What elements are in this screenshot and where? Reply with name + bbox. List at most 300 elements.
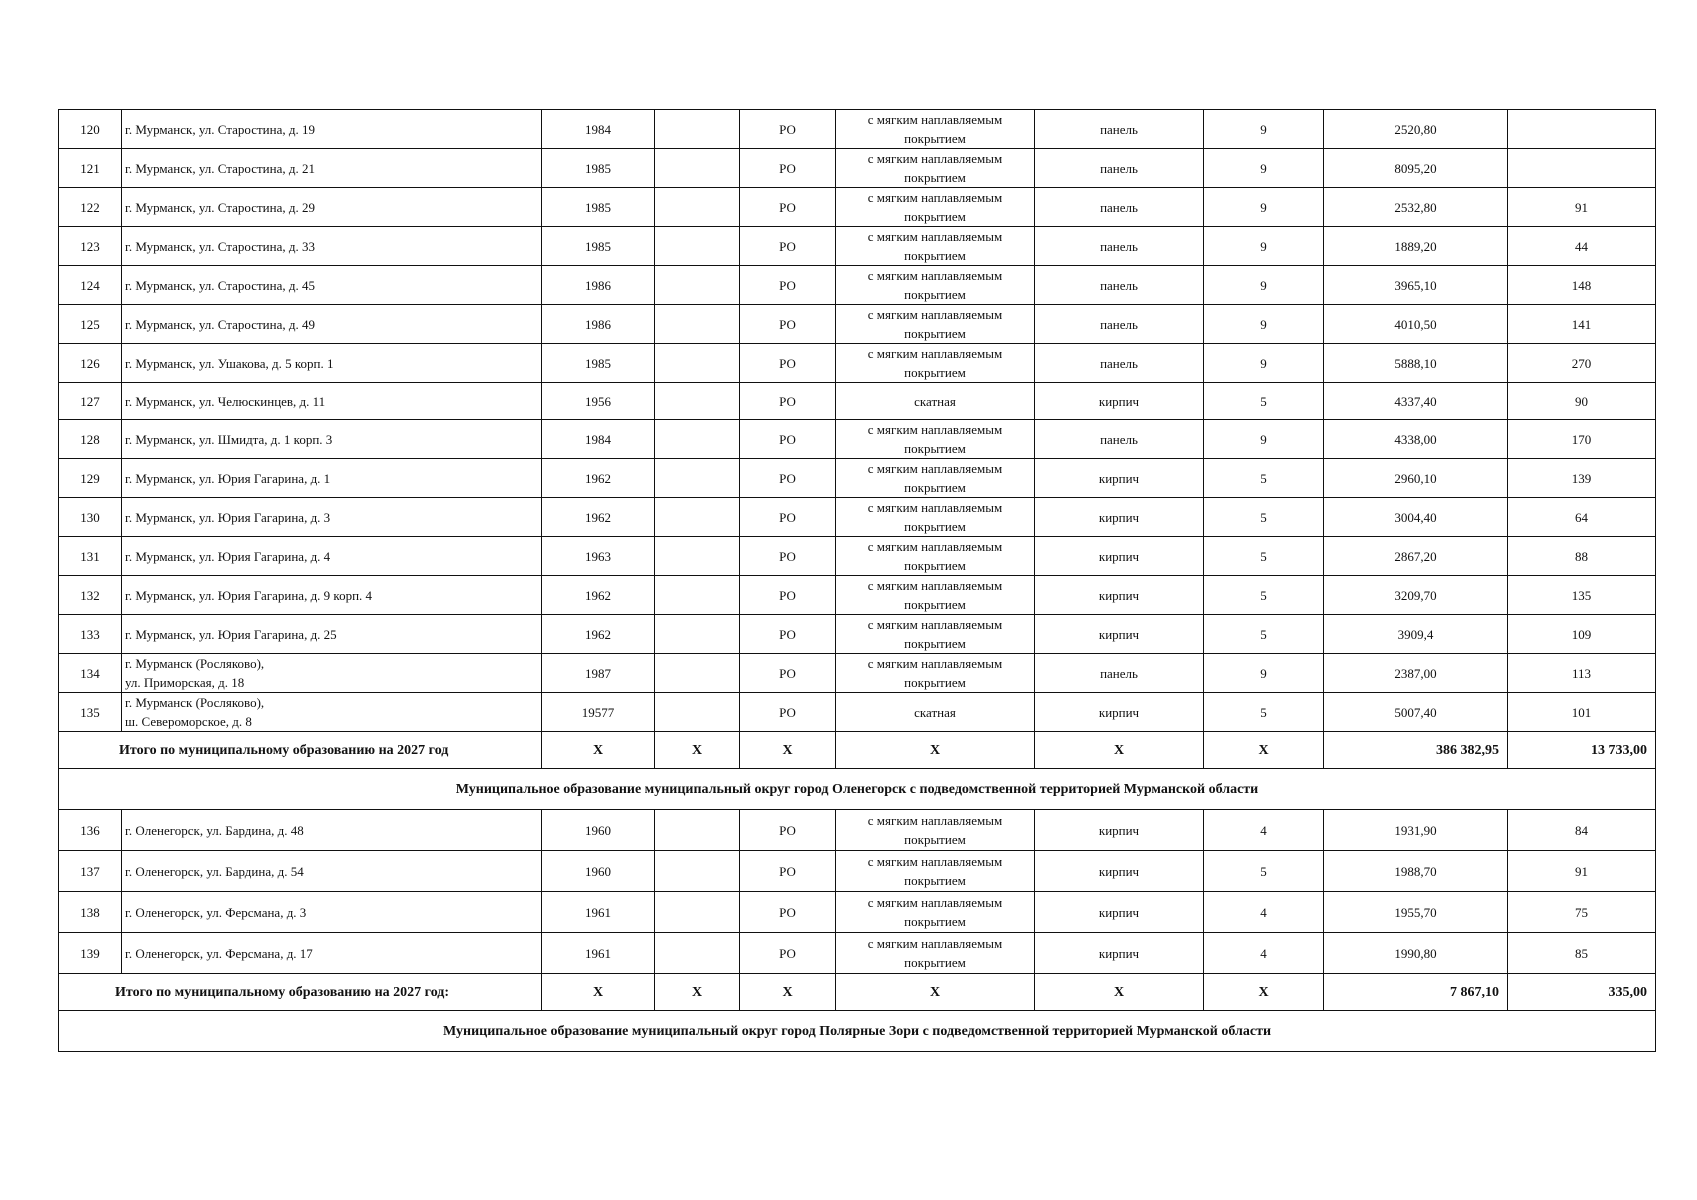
method-cell: РО <box>740 266 836 305</box>
roof-cell <box>836 892 1035 933</box>
total-area: 7 867,10 <box>1324 974 1508 1011</box>
row-number: 133 <box>59 615 122 654</box>
method-cell: РО <box>740 188 836 227</box>
roof-cell <box>836 498 1035 537</box>
wall-cell: кирпич <box>1035 851 1204 892</box>
table-row <box>59 266 1656 305</box>
roof-cell-line: скатная <box>914 704 956 720</box>
wall-cell: панель <box>1035 344 1204 383</box>
people-cell: 85 <box>1508 933 1656 974</box>
roof-cell-line: покрытием <box>904 519 966 534</box>
roof-cell-line: с мягким наплавляемым <box>867 895 1003 910</box>
people-cell: 75 <box>1508 892 1656 933</box>
method-cell: РО <box>740 615 836 654</box>
roof-cell-line: покрытием <box>904 636 966 651</box>
table-row <box>59 149 1656 188</box>
floors-cell: 4 <box>1204 810 1324 851</box>
area-cell: 2520,80 <box>1324 110 1508 149</box>
area-cell: 5007,40 <box>1324 693 1508 732</box>
roof-cell-line: покрытием <box>904 558 966 573</box>
address-cell <box>122 344 542 383</box>
year-cell: 1985 <box>542 344 655 383</box>
row-number: 130 <box>59 498 122 537</box>
roof-cell <box>836 459 1035 498</box>
people-cell: 90 <box>1508 383 1656 420</box>
roof-cell-line: покрытием <box>904 832 966 847</box>
floors-cell: 4 <box>1204 933 1324 974</box>
table-row <box>59 933 1656 974</box>
method-cell: РО <box>740 654 836 693</box>
roof-cell-line: с мягким наплавляемым <box>867 422 1003 437</box>
table-row <box>59 810 1656 851</box>
people-cell: 170 <box>1508 420 1656 459</box>
roof-cell-line: с мягким наплавляемым <box>867 461 1003 476</box>
area-cell: 2867,20 <box>1324 537 1508 576</box>
section-title-olenegorsk: Муниципальное образование муниципальный округ город Оленегорск с подведомственной территорией Мурманской области <box>59 769 1656 810</box>
address-cell-line: г. Мурманск, ул. Юрия Гагарина, д. 3 <box>125 509 331 525</box>
total-label: Итого по муниципальному образованию на 2027 год: <box>59 974 542 1011</box>
row-number: 125 <box>59 305 122 344</box>
empty-cell <box>655 654 740 693</box>
row-number: 121 <box>59 149 122 188</box>
roof-cell-line: с мягким наплавляемым <box>867 539 1003 554</box>
row-number: 136 <box>59 810 122 851</box>
area-cell: 1955,70 <box>1324 892 1508 933</box>
floors-cell: 5 <box>1204 615 1324 654</box>
table-row <box>59 420 1656 459</box>
roof-cell-line: с мягким наплавляемым <box>867 578 1003 593</box>
year-cell: 1960 <box>542 810 655 851</box>
area-cell: 1931,90 <box>1324 810 1508 851</box>
total-mark: X <box>1204 974 1324 1011</box>
year-cell: 1986 <box>542 305 655 344</box>
wall-cell: панель <box>1035 266 1204 305</box>
empty-cell <box>655 266 740 305</box>
roof-cell-line: покрытием <box>904 955 966 970</box>
floors-cell: 5 <box>1204 383 1324 420</box>
people-cell: 141 <box>1508 305 1656 344</box>
total-area: 386 382,95 <box>1324 732 1508 769</box>
empty-cell <box>655 110 740 149</box>
year-cell: 1984 <box>542 110 655 149</box>
total-mark: X <box>740 732 836 769</box>
wall-cell: кирпич <box>1035 810 1204 851</box>
area-cell: 4010,50 <box>1324 305 1508 344</box>
address-cell <box>122 537 542 576</box>
roof-cell <box>836 615 1035 654</box>
people-cell: 44 <box>1508 227 1656 266</box>
total-label: Итого по муниципальному образованию на 2027 год <box>59 732 542 769</box>
empty-cell <box>655 459 740 498</box>
wall-cell: кирпич <box>1035 615 1204 654</box>
area-cell: 3004,40 <box>1324 498 1508 537</box>
area-cell: 4338,00 <box>1324 420 1508 459</box>
address-cell-line: ул. Приморская, д. 18 <box>125 675 245 690</box>
row-number: 129 <box>59 459 122 498</box>
method-cell: РО <box>740 459 836 498</box>
address-cell <box>122 654 542 693</box>
roof-cell <box>836 305 1035 344</box>
row-number: 138 <box>59 892 122 933</box>
area-cell: 3209,70 <box>1324 576 1508 615</box>
floors-cell: 9 <box>1204 654 1324 693</box>
floors-cell: 5 <box>1204 459 1324 498</box>
table-row <box>59 305 1656 344</box>
address-cell-line: г. Мурманск, ул. Челюскинцев, д. 11 <box>125 393 326 409</box>
roof-cell-line: с мягким наплавляемым <box>867 307 1003 322</box>
method-cell: РО <box>740 892 836 933</box>
roof-cell-line: покрытием <box>904 131 966 146</box>
row-number: 122 <box>59 188 122 227</box>
roof-cell <box>836 266 1035 305</box>
table-row <box>59 537 1656 576</box>
year-cell: 1962 <box>542 615 655 654</box>
roof-cell <box>836 537 1035 576</box>
empty-cell <box>655 693 740 732</box>
table-row <box>59 576 1656 615</box>
floors-cell: 5 <box>1204 693 1324 732</box>
roof-cell <box>836 654 1035 693</box>
roof-cell-line: покрытием <box>904 675 966 690</box>
wall-cell: кирпич <box>1035 693 1204 732</box>
address-cell-line: г. Мурманск (Росляково), <box>125 695 265 710</box>
floors-cell: 9 <box>1204 227 1324 266</box>
floors-cell: 9 <box>1204 188 1324 227</box>
empty-cell <box>655 576 740 615</box>
table-row <box>59 344 1656 383</box>
roof-cell-line: с мягким наплавляемым <box>867 268 1003 283</box>
address-cell-line: г. Оленегорск, ул. Ферсмана, д. 3 <box>125 904 307 920</box>
row-number: 135 <box>59 693 122 732</box>
area-cell: 3909,4 <box>1324 615 1508 654</box>
roof-cell-line: покрытием <box>904 170 966 185</box>
people-cell: 113 <box>1508 654 1656 693</box>
total-mark: X <box>655 732 740 769</box>
floors-cell: 9 <box>1204 149 1324 188</box>
year-cell: 1961 <box>542 892 655 933</box>
address-cell-line: г. Мурманск, ул. Юрия Гагарина, д. 25 <box>125 626 337 642</box>
floors-cell: 5 <box>1204 498 1324 537</box>
wall-cell: панель <box>1035 149 1204 188</box>
method-cell: РО <box>740 851 836 892</box>
address-cell <box>122 266 542 305</box>
area-cell: 1990,80 <box>1324 933 1508 974</box>
roof-cell-line: покрытием <box>904 914 966 929</box>
people-cell: 139 <box>1508 459 1656 498</box>
year-cell: 1961 <box>542 933 655 974</box>
people-cell: 84 <box>1508 810 1656 851</box>
total-mark: X <box>542 732 655 769</box>
roof-cell-line: покрытием <box>904 287 966 302</box>
address-cell-line: г. Мурманск, ул. Ушакова, д. 5 корп. 1 <box>125 355 334 371</box>
address-cell-line: г. Мурманск, ул. Юрия Гагарина, д. 1 <box>125 470 331 486</box>
table-row <box>59 892 1656 933</box>
table-body-olenegorsk <box>59 810 1656 974</box>
table-row <box>59 383 1656 420</box>
total-mark: X <box>836 732 1035 769</box>
wall-cell: панель <box>1035 420 1204 459</box>
floors-cell: 9 <box>1204 305 1324 344</box>
empty-cell <box>655 188 740 227</box>
address-cell-line: г. Оленегорск, ул. Бардина, д. 48 <box>125 822 304 838</box>
people-cell <box>1508 110 1656 149</box>
method-cell: РО <box>740 576 836 615</box>
empty-cell <box>655 498 740 537</box>
address-cell <box>122 305 542 344</box>
total-people: 13 733,00 <box>1508 732 1656 769</box>
method-cell: РО <box>740 110 836 149</box>
floors-cell: 9 <box>1204 344 1324 383</box>
roof-cell <box>836 420 1035 459</box>
empty-cell <box>655 851 740 892</box>
area-cell: 2532,80 <box>1324 188 1508 227</box>
year-cell: 1962 <box>542 459 655 498</box>
row-number: 132 <box>59 576 122 615</box>
total-mark: X <box>836 974 1035 1011</box>
people-cell: 64 <box>1508 498 1656 537</box>
area-cell: 1889,20 <box>1324 227 1508 266</box>
wall-cell: панель <box>1035 227 1204 266</box>
year-cell: 1985 <box>542 149 655 188</box>
method-cell: РО <box>740 344 836 383</box>
wall-cell: панель <box>1035 305 1204 344</box>
address-cell <box>122 615 542 654</box>
address-cell-line: г. Мурманск, ул. Старостина, д. 33 <box>125 238 315 254</box>
wall-cell: кирпич <box>1035 892 1204 933</box>
roof-cell <box>836 576 1035 615</box>
empty-cell <box>655 420 740 459</box>
address-cell <box>122 892 542 933</box>
roof-cell <box>836 188 1035 227</box>
year-cell: 1984 <box>542 420 655 459</box>
address-cell <box>122 383 542 420</box>
roof-cell-line: с мягким наплавляемым <box>867 617 1003 632</box>
row-number: 124 <box>59 266 122 305</box>
year-cell: 1956 <box>542 383 655 420</box>
total-mark: X <box>542 974 655 1011</box>
address-cell-line: г. Мурманск (Росляково), <box>125 656 265 671</box>
people-cell <box>1508 149 1656 188</box>
table-row <box>59 851 1656 892</box>
table-body-murmansk <box>59 110 1656 732</box>
roof-cell-line: с мягким наплавляемым <box>867 151 1003 166</box>
wall-cell: кирпич <box>1035 933 1204 974</box>
roof-cell-line: с мягким наплавляемым <box>867 936 1003 951</box>
empty-cell <box>655 810 740 851</box>
year-cell: 1986 <box>542 266 655 305</box>
year-cell: 1987 <box>542 654 655 693</box>
roof-cell-line: с мягким наплавляемым <box>867 500 1003 515</box>
address-cell-line: г. Мурманск, ул. Старостина, д. 49 <box>125 316 315 332</box>
roof-cell-line: с мягким наплавляемым <box>867 813 1003 828</box>
wall-cell: кирпич <box>1035 537 1204 576</box>
roof-cell-line: с мягким наплавляемым <box>867 112 1003 127</box>
roof-cell-line: покрытием <box>904 480 966 495</box>
address-cell-line: г. Мурманск, ул. Юрия Гагарина, д. 9 корп. 4 <box>125 587 373 603</box>
address-cell-line: г. Мурманск, ул. Старостина, д. 45 <box>125 277 315 293</box>
total-people: 335,00 <box>1508 974 1656 1011</box>
address-cell <box>122 227 542 266</box>
method-cell: РО <box>740 383 836 420</box>
roof-cell-line: с мягким наплавляемым <box>867 229 1003 244</box>
year-cell: 1962 <box>542 576 655 615</box>
roof-cell <box>836 149 1035 188</box>
total-mark: X <box>1204 732 1324 769</box>
roof-cell-line: покрытием <box>904 365 966 380</box>
total-mark: X <box>655 974 740 1011</box>
roof-cell <box>836 344 1035 383</box>
total-mark: X <box>1035 732 1204 769</box>
empty-cell <box>655 344 740 383</box>
floors-cell: 5 <box>1204 537 1324 576</box>
table-row <box>59 188 1656 227</box>
roof-cell <box>836 693 1035 732</box>
roof-cell-line: с мягким наплавляемым <box>867 346 1003 361</box>
total-row-murmansk <box>59 732 1656 810</box>
wall-cell: кирпич <box>1035 498 1204 537</box>
wall-cell: панель <box>1035 188 1204 227</box>
row-number: 139 <box>59 933 122 974</box>
floors-cell: 9 <box>1204 266 1324 305</box>
roof-cell-line: покрытием <box>904 873 966 888</box>
address-cell-line: г. Мурманск, ул. Старостина, д. 21 <box>125 160 315 176</box>
row-number: 131 <box>59 537 122 576</box>
table-row <box>59 654 1656 693</box>
section-title-polyarnye-zori: Муниципальное образование муниципальный округ город Полярные Зори с подведомственной территорией Мурманской области <box>59 1011 1656 1052</box>
row-number: 126 <box>59 344 122 383</box>
method-cell: РО <box>740 305 836 344</box>
address-cell <box>122 420 542 459</box>
roof-cell-line: покрытием <box>904 441 966 456</box>
roof-cell-line: покрытием <box>904 209 966 224</box>
roof-cell-line: покрытием <box>904 248 966 263</box>
area-cell: 8095,20 <box>1324 149 1508 188</box>
empty-cell <box>655 933 740 974</box>
row-number: 137 <box>59 851 122 892</box>
empty-cell <box>655 892 740 933</box>
wall-cell: кирпич <box>1035 576 1204 615</box>
year-cell: 19577 <box>542 693 655 732</box>
table-row <box>59 498 1656 537</box>
roof-cell-line: с мягким наплавляемым <box>867 190 1003 205</box>
total-row-olenegorsk <box>59 974 1656 1052</box>
row-number: 127 <box>59 383 122 420</box>
floors-cell: 5 <box>1204 851 1324 892</box>
method-cell: РО <box>740 537 836 576</box>
row-number: 120 <box>59 110 122 149</box>
table-row <box>59 615 1656 654</box>
table-row <box>59 227 1656 266</box>
empty-cell <box>655 537 740 576</box>
method-cell: РО <box>740 149 836 188</box>
address-cell <box>122 933 542 974</box>
address-cell <box>122 576 542 615</box>
method-cell: РО <box>740 693 836 732</box>
year-cell: 1963 <box>542 537 655 576</box>
address-cell <box>122 810 542 851</box>
address-cell <box>122 149 542 188</box>
area-cell: 2387,00 <box>1324 654 1508 693</box>
address-cell <box>122 188 542 227</box>
people-cell: 135 <box>1508 576 1656 615</box>
roof-cell <box>836 851 1035 892</box>
address-cell <box>122 110 542 149</box>
total-mark: X <box>740 974 836 1011</box>
people-cell: 109 <box>1508 615 1656 654</box>
roof-cell-line: покрытием <box>904 597 966 612</box>
wall-cell: кирпич <box>1035 459 1204 498</box>
address-cell-line: г. Мурманск, ул. Шмидта, д. 1 корп. 3 <box>125 431 333 447</box>
table-row <box>59 693 1656 732</box>
address-cell-line: г. Мурманск, ул. Старостина, д. 29 <box>125 199 315 215</box>
wall-cell: кирпич <box>1035 383 1204 420</box>
total-mark: X <box>1035 974 1204 1011</box>
roof-cell-line: с мягким наплавляемым <box>867 656 1003 671</box>
people-cell: 148 <box>1508 266 1656 305</box>
table-row <box>59 459 1656 498</box>
people-cell: 91 <box>1508 188 1656 227</box>
address-cell <box>122 459 542 498</box>
method-cell: РО <box>740 810 836 851</box>
area-cell: 4337,40 <box>1324 383 1508 420</box>
area-cell: 5888,10 <box>1324 344 1508 383</box>
empty-cell <box>655 149 740 188</box>
roof-cell <box>836 933 1035 974</box>
roof-cell <box>836 383 1035 420</box>
table-row <box>59 110 1656 149</box>
area-cell: 1988,70 <box>1324 851 1508 892</box>
address-cell <box>122 498 542 537</box>
wall-cell: панель <box>1035 654 1204 693</box>
floors-cell: 9 <box>1204 110 1324 149</box>
address-cell-line: г. Мурманск, ул. Юрия Гагарина, д. 4 <box>125 548 331 564</box>
row-number: 123 <box>59 227 122 266</box>
address-cell-line: г. Мурманск, ул. Старостина, д. 19 <box>125 121 315 137</box>
empty-cell <box>655 227 740 266</box>
empty-cell <box>655 615 740 654</box>
people-cell: 270 <box>1508 344 1656 383</box>
row-number: 134 <box>59 654 122 693</box>
wall-cell: панель <box>1035 110 1204 149</box>
address-cell-line: ш. Североморское, д. 8 <box>125 714 252 729</box>
people-cell: 101 <box>1508 693 1656 732</box>
address-cell-line: г. Оленегорск, ул. Бардина, д. 54 <box>125 863 304 879</box>
address-cell <box>122 851 542 892</box>
area-cell: 3965,10 <box>1324 266 1508 305</box>
method-cell: РО <box>740 498 836 537</box>
people-cell: 91 <box>1508 851 1656 892</box>
year-cell: 1962 <box>542 498 655 537</box>
roof-cell <box>836 110 1035 149</box>
roof-cell-line: с мягким наплавляемым <box>867 854 1003 869</box>
method-cell: РО <box>740 420 836 459</box>
empty-cell <box>655 383 740 420</box>
area-cell: 2960,10 <box>1324 459 1508 498</box>
floors-cell: 5 <box>1204 576 1324 615</box>
method-cell: РО <box>740 933 836 974</box>
floors-cell: 4 <box>1204 892 1324 933</box>
row-number: 128 <box>59 420 122 459</box>
roof-cell-line: покрытием <box>904 326 966 341</box>
floors-cell: 9 <box>1204 420 1324 459</box>
roof-cell <box>836 227 1035 266</box>
year-cell: 1985 <box>542 188 655 227</box>
address-cell-line: г. Оленегорск, ул. Ферсмана, д. 17 <box>125 945 313 961</box>
method-cell: РО <box>740 227 836 266</box>
people-cell: 88 <box>1508 537 1656 576</box>
roof-cell-line: скатная <box>914 393 956 409</box>
empty-cell <box>655 305 740 344</box>
